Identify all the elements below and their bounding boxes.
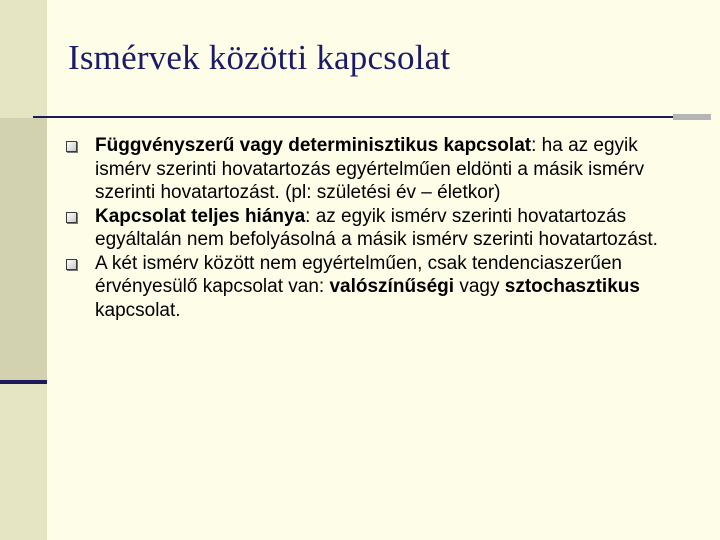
bullet-text: vagy [454, 276, 505, 297]
checkbox-bullet-icon [66, 141, 77, 152]
checkbox-bullet-icon [66, 259, 77, 270]
bullet-text: kapcsolat. [95, 299, 181, 321]
checkbox-bullet-icon [66, 212, 77, 223]
bullet-item-stochastic [66, 252, 686, 323]
bullet-term: sztochasztikus [504, 276, 640, 297]
bullet-item-deterministic [66, 134, 686, 205]
left-band-bottom-line [0, 380, 47, 384]
bullet-term: valószínűségi [329, 276, 455, 297]
bullet-term: Kapcsolat teljes hiánya [95, 205, 306, 227]
bullet-text: A két ismérv között nem egyértelműen, csak tendenciaszerűen érvényesülő kapcsolat van: [95, 252, 622, 297]
slide-title: Ismérvek közötti kapcsolat [68, 38, 451, 77]
bullet-list [66, 134, 686, 322]
title-divider-end [673, 114, 711, 120]
bullet-item-no-relation [66, 205, 686, 252]
bullet-term: Függvényszerű vagy determinisztikus kapcsolat [95, 135, 532, 156]
bullet-text: : az egyik ismérv szerinti hovatartozás egyáltalán nem befolyásolná a másik ismérv szerinti hovatartozást. [95, 205, 658, 250]
bullet-text: : ha az egyik ismérv szerinti hovatartozás egyértelműen eldönti a másik ismérv szerinti hovatartozást. (pl: születési év – életkor) [95, 135, 645, 203]
left-band-accent [0, 118, 47, 384]
title-divider [33, 116, 673, 118]
